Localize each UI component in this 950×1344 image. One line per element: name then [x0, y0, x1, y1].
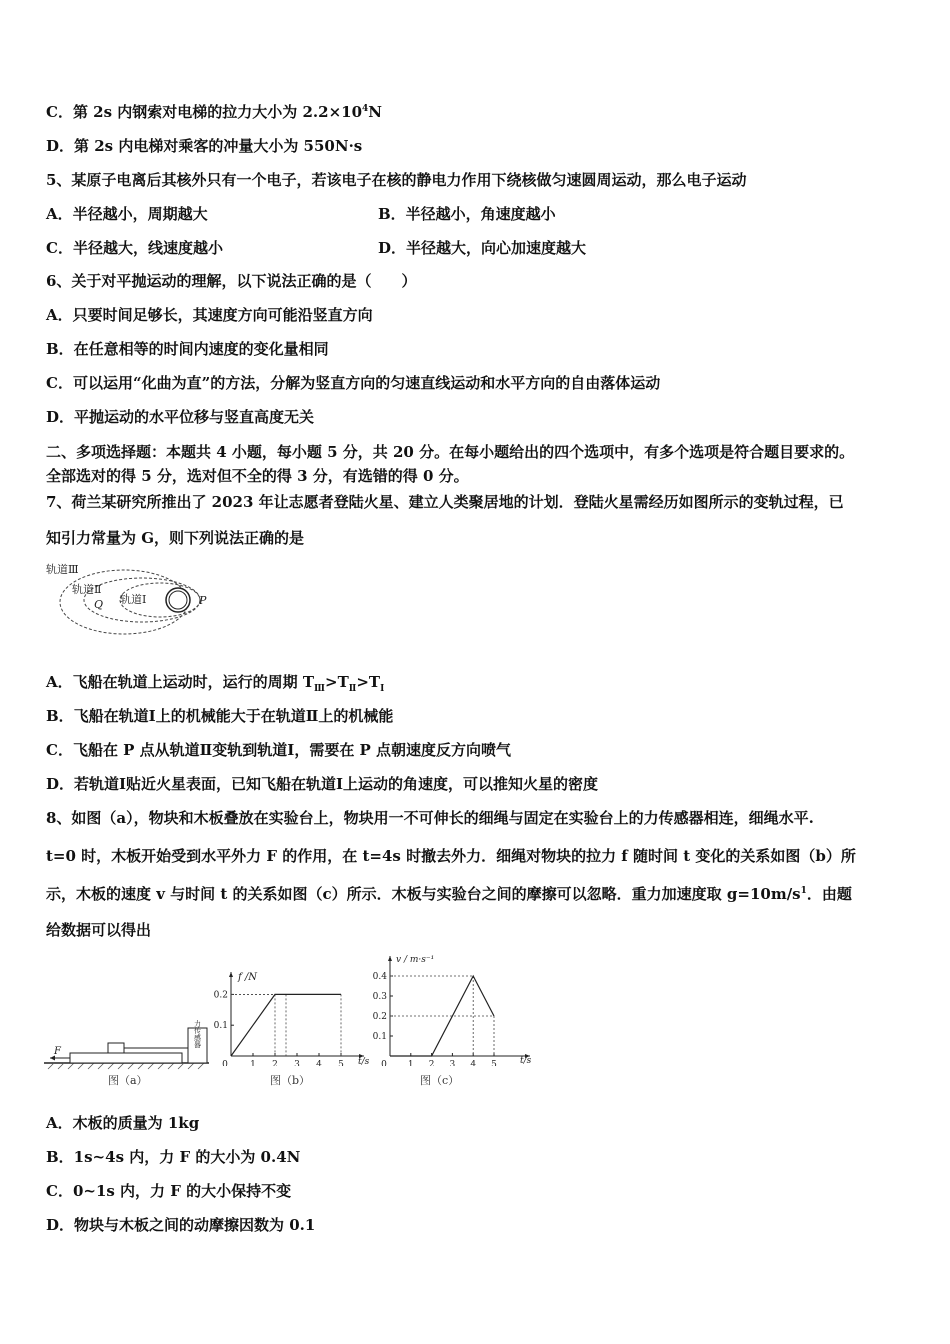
q8-figure-c-chart	[370, 952, 540, 1066]
q8-stem-line4: 给数据可以得出	[46, 921, 152, 939]
chart-c-xtick-label-5: 5	[491, 1060, 497, 1066]
point-p-label: P	[199, 594, 207, 607]
force-sensor-label: 力传感器	[193, 1020, 202, 1048]
q8-option-a: A．木板的质量为 1kg	[46, 1114, 200, 1132]
q7-option-c: C．飞船在 P 点从轨道Ⅱ变轨到轨道Ⅰ，需要在 P 点朝速度反方向喷气	[46, 741, 512, 759]
chart-c-xlabel: t/s	[520, 1056, 532, 1066]
chart-c-xtick-label-1: 1	[407, 1060, 414, 1066]
chart-b-xtick-label-0: 0	[222, 1060, 228, 1066]
orbit2-label: 轨道Ⅱ	[72, 583, 102, 596]
chart-b-xtick-label-5: 5	[338, 1060, 344, 1066]
chart-c-ytick-label-0.2: 0.2	[372, 1012, 387, 1022]
q8-stem-line1: 8、如图（a），物块和木板叠放在实验台上，物块用一不可伸长的细绳与固定在实验台上的力传感器相连，细绳水平.	[46, 809, 814, 827]
chart-c-ytick-label-0.1: 0.1	[372, 1032, 387, 1042]
chart-b-xtick-label-1: 1	[250, 1060, 256, 1066]
chart-b-xtick-label-3: 3	[294, 1060, 300, 1066]
q7-option-a: A．飞船在轨道上运动时，运行的周期 $T_Ⅲ>T_Ⅱ>T_Ⅰ$	[46, 673, 385, 694]
chart-c-ytick-label-0.3: 0.3	[372, 992, 387, 1002]
q5-stem: 5、某原子电离后其核外只有一个电子，若该电子在核的静电力作用下绕核做匀速圆周运动，那么电子运动	[46, 171, 747, 189]
q6-option-c: C．可以运用“化曲为直”的方法，分解为竖直方向的匀速直线运动和水平方向的自由落体运动	[46, 374, 661, 392]
q8-option-c: C．0~1s 内，力 F 的大小保持不变	[46, 1182, 292, 1200]
q5-option-b: B．半径越小，角速度越小	[378, 205, 556, 223]
q4-option-d: D．第 2s 内电梯对乘客的冲量大小为 550N·s	[46, 137, 363, 155]
chart-b-y-arrow	[229, 972, 233, 977]
block	[108, 1043, 124, 1053]
chart-c-xtick-label-3: 3	[449, 1060, 456, 1066]
q8-figure-a	[44, 1020, 214, 1070]
q5-option-d: D．半径越大，向心加速度越大	[378, 239, 587, 257]
table-hatching	[48, 1063, 204, 1069]
q5-option-a: A．半径越小，周期越大	[46, 205, 208, 223]
q6-option-a: A．只要时间足够长，其速度方向可能沿竖直方向	[46, 306, 373, 324]
chart-c-xtick-label-4: 4	[470, 1060, 477, 1066]
chart-c-xtick-label-2: 2	[428, 1060, 435, 1066]
q6-stem: 6、关于对平抛运动的理解，以下说法正确的是（ ）	[46, 272, 417, 290]
chart-c-ytick-label-0.4: 0.4	[372, 972, 387, 982]
wooden-board	[70, 1053, 182, 1063]
chart-b-ytick-label-0.2: 0.2	[214, 990, 228, 1001]
point-q-label: Q	[94, 598, 104, 611]
q7-stem-line1: 7、荷兰某研究所推出了 2023 年让志愿者登陆火星、建立人类聚居地的计划．登陆火星需经历如图所示的变轨过程，已	[46, 493, 844, 511]
q5-option-c: C．半径越大，线速度越小	[46, 239, 223, 257]
fig-a-caption: 图（a）	[108, 1074, 148, 1087]
q4-option-c: C．第 2s 内钢索对电梯的拉力大小为 $2.2\times 10^4N$	[46, 103, 383, 121]
chart-c-y-arrow	[388, 956, 392, 961]
section2-heading-line2: 全部选对的得 5 分，选对但不全的得 3 分，有选错的得 0 分。	[46, 467, 469, 485]
chart-b-ytick-label-0.1: 0.1	[214, 1021, 228, 1032]
q7-option-d: D．若轨道Ⅰ贴近火星表面，已知飞船在轨道Ⅰ上运动的角速度，可以推知火星的密度	[46, 775, 599, 793]
q6-option-b: B．在任意相等的时间内速度的变化量相同	[46, 340, 329, 358]
chart-c-xtick-label-0: 0	[381, 1060, 387, 1066]
chart-b-xlabel: t/s	[358, 1057, 370, 1066]
fig-c-caption: 图（c）	[420, 1074, 460, 1087]
q8-option-d: D．物块与木板之间的动摩擦因数为 0.1	[46, 1216, 316, 1234]
q8-stem-line3: 示，木板的速度 v 与时间 t 的关系如图（c）所示．木板与实验台之间的摩擦可以忽略．重力加速度取 $g=10m/s^1$．由题	[46, 885, 852, 903]
q6-option-d: D．平抛运动的水平位移与竖直高度无关	[46, 408, 315, 426]
q8-figure-b-chart	[214, 966, 374, 1066]
force-label: F	[54, 1046, 61, 1057]
mars-planet	[166, 588, 190, 612]
fig-b-caption: 图（b）	[270, 1074, 311, 1087]
orbit3-label: 轨道Ⅲ	[46, 563, 79, 576]
chart-c-ylabel: v / m·s⁻¹	[396, 955, 435, 965]
q8-stem-line2: t=0 时，木板开始受到水平外力 F 的作用，在 t=4s 时撤去外力．细绳对物块的拉力 f 随时间 t 变化的关系如图（b）所	[46, 847, 856, 865]
q8-option-b: B．1s~4s 内，力 F 的大小为 0.4N	[46, 1148, 301, 1166]
chart-b-xtick-label-2: 2	[272, 1060, 278, 1066]
chart-b-xtick-label-4: 4	[316, 1060, 322, 1066]
chart-b-ylabel: f /N	[238, 972, 257, 983]
q7-option-b: B．飞船在轨道Ⅰ上的机械能大于在轨道Ⅱ上的机械能	[46, 707, 394, 725]
q7-orbit-figure	[44, 558, 219, 640]
q7-stem-line2: 知引力常量为 G，则下列说法正确的是	[46, 529, 305, 547]
orbit1-label: 轨道Ⅰ	[120, 593, 147, 606]
section2-heading-line1: 二、多项选择题：本题共 4 小题，每小题 5 分，共 20 分。在每小题给出的四个选项中，有多个选项是符合题目要求的。	[46, 443, 855, 461]
